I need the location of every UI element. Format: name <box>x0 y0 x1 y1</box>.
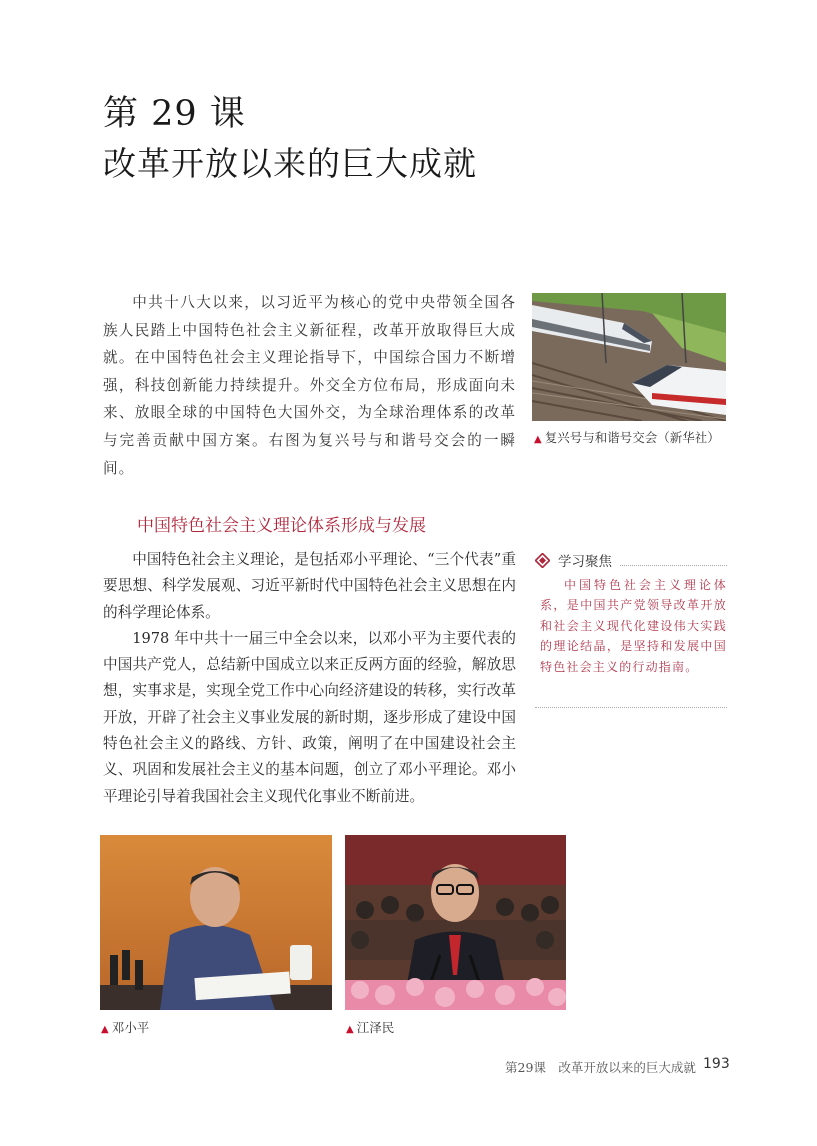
focus-diamond-icon <box>535 553 550 568</box>
intro-paragraph: 中共十八大以来，以习近平为核心的党中央带领全国各族人民踏上中国特色社会主义新征程，改革开放取得巨大成就。在中国特色社会主义理论指导下，中国综合国力不断增强，科技创新能力持续提升。外交全方位布局，形成面向未来、放眼全球的中国特色大国外交，为全球治理体系的改革与完善贡献中国方案。右图为复兴号与和谐号交会的一瞬间。 <box>103 294 516 477</box>
jiang-caption-text: 江泽民 <box>356 1020 395 1035</box>
section-paragraph-1: 中国特色社会主义理论，是包括邓小平理论、“三个代表”重要思想、科学发展观、习近平新时代中国特色社会主义思想在内的科学理论体系。 <box>103 551 516 621</box>
study-focus-label: 学习聚焦 <box>558 554 612 570</box>
section-title: 中国特色社会主义理论体系形成与发展 <box>137 516 426 536</box>
dotted-divider-bottom <box>535 707 727 708</box>
lesson-title: 改革开放以来的巨大成就 <box>103 144 477 183</box>
deng-caption <box>101 1018 149 1036</box>
train-caption <box>534 428 720 446</box>
triangle-marker-icon: ▲ <box>346 1024 354 1035</box>
page-number: 193 <box>703 1056 730 1072</box>
jiang-photo <box>345 835 566 1010</box>
triangle-marker-icon: ▲ <box>101 1024 109 1035</box>
lesson-number-title: 第 29 课 <box>103 94 246 134</box>
portrait-illustration <box>345 835 566 1010</box>
deng-caption-text: 邓小平 <box>111 1020 150 1035</box>
train-illustration <box>532 293 726 421</box>
deng-photo <box>100 835 332 1010</box>
train-caption-text: 复兴号与和谐号交会（新华社） <box>544 430 720 445</box>
dotted-divider <box>620 554 727 566</box>
jiang-caption <box>346 1018 394 1036</box>
section-body <box>103 547 516 810</box>
portrait-illustration <box>100 835 332 1010</box>
section-paragraph-2: 1978 年中共十一届三中全会以来，以邓小平为主要代表的中国共产党人，总结新中国成立以来正反两方面的经验，解放思想，实事求是，实现全党工作中心向经济建设的转移，实行改革开放，开辟了社会主义事业发展的新时期，逐步形成了建设中国特色社会主义的路线、方针、政策，阐明了在中国建设社会主义、巩固和发展社会主义的基本问题，创立了邓小平理论。邓小平理论引导着我国社会主义现代化事业不断前进。 <box>103 629 516 805</box>
study-focus-text: 中国特色社会主义理论体系，是中国共产党领导改革开放和社会主义现代化建设伟大实践的理论结晶，是坚持和发展中国特色社会主义的行动指南。 <box>540 578 727 674</box>
study-focus-header <box>535 549 727 571</box>
triangle-marker-icon: ▲ <box>534 434 542 445</box>
study-focus-box <box>535 549 727 709</box>
footer-lesson-label: 第29课 改革开放以来的巨大成就 <box>505 1060 696 1075</box>
train-photo <box>532 293 726 421</box>
